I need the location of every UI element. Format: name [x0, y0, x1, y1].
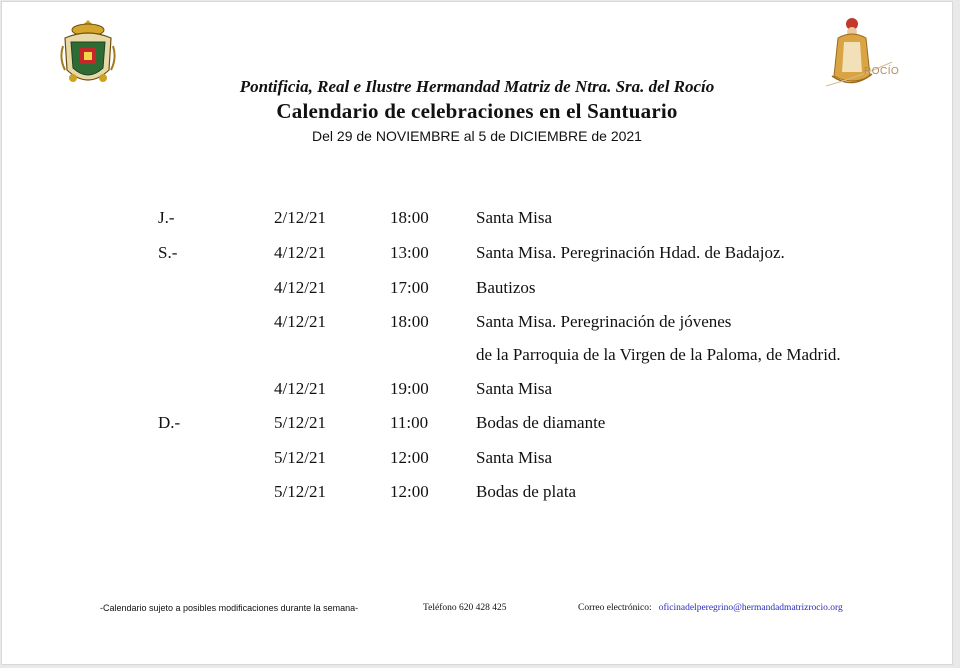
date-cell: 4/12/21: [274, 243, 326, 262]
date-cell: 4/12/21: [274, 312, 326, 331]
day-cell: S.-: [158, 243, 178, 262]
schedule-row: [2, 413, 954, 437]
emblem-text: ROCÍO: [864, 66, 900, 77]
page-title: Calendario de celebraciones en el Santuario: [276, 99, 678, 123]
footer-email-label: Correo electrónico:: [578, 603, 652, 613]
description-cell: Bodas de plata: [476, 482, 577, 501]
description-cell: Santa Misa: [476, 379, 553, 398]
date-cell: 4/12/21: [274, 278, 326, 297]
schedule-row: [2, 208, 954, 232]
day-cell: J.-: [158, 208, 175, 227]
description-cell: Bautizos: [476, 278, 536, 297]
time-cell: 12:00: [390, 482, 429, 501]
footer-phone: Teléfono 620 428 425: [423, 603, 507, 613]
schedule-row: [2, 312, 954, 336]
day-cell: D.-: [158, 413, 181, 432]
date-cell: 5/12/21: [274, 413, 326, 432]
date-cell: 2/12/21: [274, 208, 326, 227]
description-cell: Santa Misa: [476, 208, 553, 227]
date-cell: 5/12/21: [274, 482, 326, 501]
description-cell: Bodas de diamante: [476, 413, 606, 432]
time-cell: 18:00: [390, 312, 429, 331]
description-cell: Santa Misa: [476, 448, 553, 467]
footer-email-block: [578, 603, 843, 613]
date-cell: 4/12/21: [274, 379, 326, 398]
date-range: Del 29 de NOVIEMBRE al 5 de DICIEMBRE de 2021: [312, 128, 642, 144]
schedule-row: [2, 345, 954, 369]
time-cell: 11:00: [390, 413, 429, 432]
schedule-row: [2, 448, 954, 472]
time-cell: 13:00: [390, 243, 429, 262]
schedule-row: [2, 278, 954, 302]
time-cell: 18:00: [390, 208, 429, 227]
description-cell: Santa Misa. Peregrinación Hdad. de Badajoz.: [476, 243, 785, 262]
description-cell: Santa Misa. Peregrinación de jóvenes: [476, 312, 732, 331]
document-page: [1, 1, 953, 665]
time-cell: 17:00: [390, 278, 429, 297]
date-cell: 5/12/21: [274, 448, 326, 467]
schedule-row: [2, 482, 954, 506]
time-cell: 19:00: [390, 379, 429, 398]
time-cell: 12:00: [390, 448, 429, 467]
footer-note: -Calendario sujeto a posibles modificaciones durante la semana-: [100, 603, 359, 613]
footer-email-link[interactable]: oficinadelperegrino@hermandadmatrizrocio.org: [658, 603, 843, 613]
schedule-row: [2, 379, 954, 403]
brotherhood-name: Pontificia, Real e Ilustre Hermandad Matriz de Ntra. Sra. del Rocío: [239, 77, 715, 96]
description-cell: de la Parroquia de la Virgen de la Paloma, de Madrid.: [476, 345, 841, 364]
schedule-row: [2, 243, 954, 267]
